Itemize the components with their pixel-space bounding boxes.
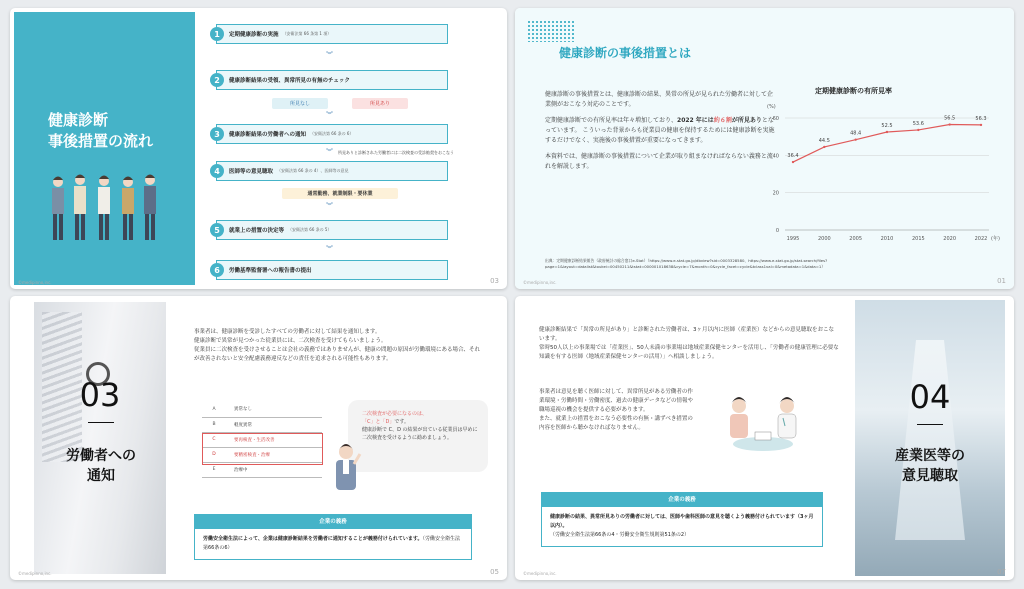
- paragraph-1: 健康診断の事後措置とは、健康診断の結果、異常の所見が見られた労働者に対して企業側がおこなう対応のことです。: [545, 91, 774, 108]
- step-law: （安衛法第 66 条の 5）: [288, 227, 332, 232]
- title-line-1: 労働者への: [66, 448, 136, 464]
- step-number: 2: [210, 73, 224, 87]
- y-tick-label: 0: [775, 228, 779, 234]
- table-row: [202, 417, 322, 432]
- y-tick-label: 20: [772, 190, 779, 197]
- staff-illustration: [326, 440, 366, 496]
- section-title: [46, 446, 156, 486]
- title-line-2: 通知: [87, 468, 115, 484]
- step-label: 健康診断結果の労働者への通知: [229, 132, 307, 138]
- page-number: 07: [997, 568, 1006, 576]
- x-tick-label: 2022: [974, 236, 988, 242]
- x-tick-label: 2000: [817, 236, 831, 242]
- data-point: [886, 131, 888, 133]
- workers-illustration: [46, 172, 166, 244]
- bubble-text: [362, 410, 482, 442]
- chevron-down-icon: ︾: [326, 111, 333, 119]
- slide-title: [48, 110, 153, 152]
- copyright: ©medipinno,inc.: [18, 571, 52, 576]
- x-tick-label: 2010: [880, 236, 894, 242]
- body-line-3: 従業員に二次検査を受けさせることは会社の義務ではありませんが、健康の問題の原因が労働環境にある場合、それが改善されないと安全配慮義務違反などの責任を追求される可能性もあります。: [194, 347, 481, 362]
- duty-heading: 企業の義務: [195, 515, 471, 529]
- y-tick-label: 60: [772, 116, 779, 122]
- step-4: [216, 161, 448, 181]
- x-tick-label: 2015: [911, 236, 925, 242]
- step-number: 4: [210, 164, 224, 178]
- step-number: 6: [210, 263, 224, 277]
- body-line-1: 事業者は、健康診断を受診したすべての労働者に対して結果を通知します。: [194, 329, 381, 335]
- step-label: 労働基準監督署への報告書の提出: [229, 268, 312, 274]
- p2-text: 定期健康診断での有所見率は年々増加しており、: [545, 117, 678, 124]
- body-line-1: 健康診断結果で「異常の所見があり」と診断された労働者は、3ヶ月以内に医師（産業医）などからの意見聴取をおこないます。: [539, 327, 835, 342]
- chart-title: 定期健康診断の有所見率: [815, 87, 892, 95]
- step-number: 1: [210, 27, 224, 41]
- corridor-shape: [895, 340, 965, 540]
- pill-findings: 所見あり: [352, 98, 408, 109]
- y-axis-label: (%): [767, 104, 776, 110]
- grade-desc: 要再検査・生活改善: [226, 432, 322, 447]
- step-law: （安衛法第 66 条の 4）、医師等の意見: [277, 168, 349, 173]
- chevron-down-icon: ︾: [326, 245, 333, 253]
- paragraph-2: [545, 116, 777, 146]
- body-line-4: また、就業上の措置をおこなう必要性の有無・講ずべき措置の内容を医師から聴かなければなりません。: [539, 416, 693, 431]
- duty-heading: 企業の義務: [542, 493, 822, 507]
- body-line-2: 健康診断で異常が見つかった従業員には、二次検査を受けてもらいましょう。: [194, 338, 387, 344]
- grade-desc: 要精密検査・治療: [226, 447, 322, 462]
- x-tick-label: 1995: [786, 236, 800, 242]
- slide-overview[interactable]: [515, 8, 1014, 289]
- step-5: [216, 220, 448, 240]
- data-point: [980, 124, 982, 126]
- step-1: [216, 24, 448, 44]
- grade: A: [202, 402, 226, 417]
- bubble-advice: 健康診断で C、D の結果が出ている従業員は早めに二次検査を受けるように勧めましょう。: [362, 427, 478, 441]
- data-point: [917, 129, 919, 131]
- page-number: 05: [490, 568, 499, 576]
- step-label: 定期健康診断の実施: [229, 32, 279, 38]
- measures-pill: 通常勤務、就業制限・要休業: [282, 188, 398, 199]
- step-law: （安衛法第 66 条第 1 項）: [282, 31, 332, 36]
- data-label: 53.6: [912, 120, 924, 127]
- data-label: 44.5: [818, 137, 830, 144]
- grade-desc: 軽度異常: [226, 417, 322, 432]
- title-line-2: 意見聴取: [902, 468, 958, 484]
- title-line-1: 産業医等の: [895, 448, 965, 464]
- duty-law: （労働安全衛生法第66条の4・労働安全衛生規則第51条の2）: [550, 532, 690, 538]
- page-number: 03: [490, 277, 499, 285]
- duty-box: [194, 514, 472, 560]
- step-6: [216, 260, 448, 280]
- step-label: 就業上の措置の決定等: [229, 228, 285, 234]
- step-number: 3: [210, 127, 224, 141]
- slide-notification[interactable]: [10, 296, 507, 580]
- slide-opinion[interactable]: [515, 296, 1014, 580]
- data-point: [792, 161, 794, 163]
- duty-law: （労働安全衛生法第66条の6）: [203, 536, 461, 551]
- overview-text: [545, 90, 777, 178]
- paragraph-3: こういった背景からも従業員の健康を保持するためには健康診断を実施するだけでなく、実施後の事後措置が重要になってきます。: [545, 127, 775, 144]
- line-chart: [755, 100, 1005, 250]
- step-label: 健康診断結果の受領、異常所見の有無のチェック: [229, 78, 350, 84]
- title-panel: [14, 12, 195, 285]
- x-tick-label: 2020: [943, 236, 957, 242]
- data-point: [948, 123, 950, 125]
- step-2: [216, 70, 448, 90]
- p2-findings: が所見あり: [731, 117, 762, 124]
- section-title: [867, 446, 993, 486]
- p2-ratio: 約６割: [713, 117, 732, 124]
- table-row: [202, 402, 322, 417]
- body-line-3: 事業者は意見を聴く医師に対して、異常所見がある労働者の作業環境・労働時間・労働密度、過去の健康データなどの情報や職場巡視の機会を提供する必要があります。: [539, 389, 694, 413]
- opinion-text: [539, 326, 839, 362]
- chevron-down-icon: ︾: [326, 202, 333, 210]
- consultation-illustration: [715, 392, 811, 460]
- grade-desc: 異常なし: [226, 402, 322, 417]
- grade: B: [202, 417, 226, 432]
- doctor-photo: [34, 302, 166, 574]
- opinion-text-2: [539, 388, 695, 433]
- title-line-2: 事後措置の流れ: [48, 132, 154, 150]
- paragraph-4: 本資料では、健康診断の事後措置について企業が取り組まなければならない義務と流れを解説します。: [545, 153, 773, 170]
- p2-year: 2022 年には: [677, 117, 714, 124]
- step-label: 医師等の意見聴取: [229, 169, 274, 175]
- chevron-down-icon: ︾: [326, 148, 333, 156]
- data-point: [854, 138, 856, 140]
- notification-text: [194, 328, 484, 364]
- source-citation: 出典：定期健康診断結果報告（政府統計の総合窓口e-Stat）（https://www.e-stat.go.jp/dbview?sid=0003328580、https://www.e-stat.go.jp/stat-search/files?page=1&layout=datalist&toukei=00450211&tstat=000001018638&cycle=7&month=0&cycle_facet=cycle&tclass1val=0&metadata=1&data=1）: [545, 258, 828, 269]
- duty-body: [542, 507, 822, 546]
- copyright: ©medipinno,inc.: [18, 280, 52, 285]
- copyright: ©medipinno,inc.: [523, 571, 557, 576]
- grade-desc: 治療中: [226, 462, 322, 477]
- bubble-grades: 「C」と「D」: [362, 419, 395, 425]
- x-tick-label: 2005: [849, 236, 863, 242]
- highlight-box: [202, 433, 323, 465]
- bubble-line-1: 二次検査が必要になるのは、: [362, 411, 428, 417]
- duty-box: [541, 492, 823, 547]
- grade: D: [202, 447, 226, 462]
- bubble-end: です。: [394, 419, 409, 425]
- body-line-2: 常時50人以上の事業場では「産業医」、50人未満の事業場は地域産業保健センターを活用し、「労働者の健康管理に必要な知識を有する医師（地域産業保健センターの活用）」へ相談しましょう。: [539, 345, 839, 360]
- data-label: 48.4: [850, 130, 862, 137]
- duty-body: [195, 529, 471, 559]
- slide-flow[interactable]: [10, 8, 507, 289]
- data-label: 52.5: [881, 123, 893, 129]
- section-number: 03: [79, 376, 121, 414]
- section-number: 04: [909, 378, 951, 416]
- data-label: 56.5: [944, 115, 956, 122]
- grade: C: [202, 432, 226, 447]
- duty-text: 労働安全衛生法によって、企業は健康診断結果を労働者に通知することが義務付けられています。: [203, 536, 423, 542]
- hospital-corridor-photo: [855, 300, 1005, 576]
- page-number: 01: [997, 277, 1006, 285]
- data-label: 56.3: [975, 115, 987, 122]
- duty-text: 健康診断の結果、異常所見ありの労働者に対しては、医師や歯科医師の意見を聴くよう義務付けられています（3ヶ月以内）。: [550, 514, 814, 529]
- pill-no-findings: 所見なし: [272, 98, 328, 109]
- dot-pattern: [527, 20, 575, 42]
- p2-end: となっています。: [545, 117, 774, 134]
- chevron-down-icon: ︾: [326, 51, 333, 59]
- title-line-1: 健康診断: [48, 111, 109, 129]
- step-law: （安衛法第 66 条の 6）: [310, 131, 354, 136]
- step-number: 5: [210, 223, 224, 237]
- divider: [88, 422, 114, 423]
- divider: [917, 424, 943, 425]
- step-3: [216, 124, 448, 144]
- data-point: [823, 146, 825, 148]
- step-3-note: 所見ありと診断された労働者には二次検査の受診勧奨をおこなう: [338, 150, 454, 155]
- grade: E: [202, 462, 226, 477]
- y-tick-label: 40: [772, 153, 779, 160]
- slide-title: 健康診断の事後措置とは: [559, 46, 692, 60]
- copyright: ©medipinno,inc.: [523, 280, 557, 285]
- x-axis-suffix: (年): [991, 236, 1000, 242]
- data-label: 36.4: [787, 153, 799, 160]
